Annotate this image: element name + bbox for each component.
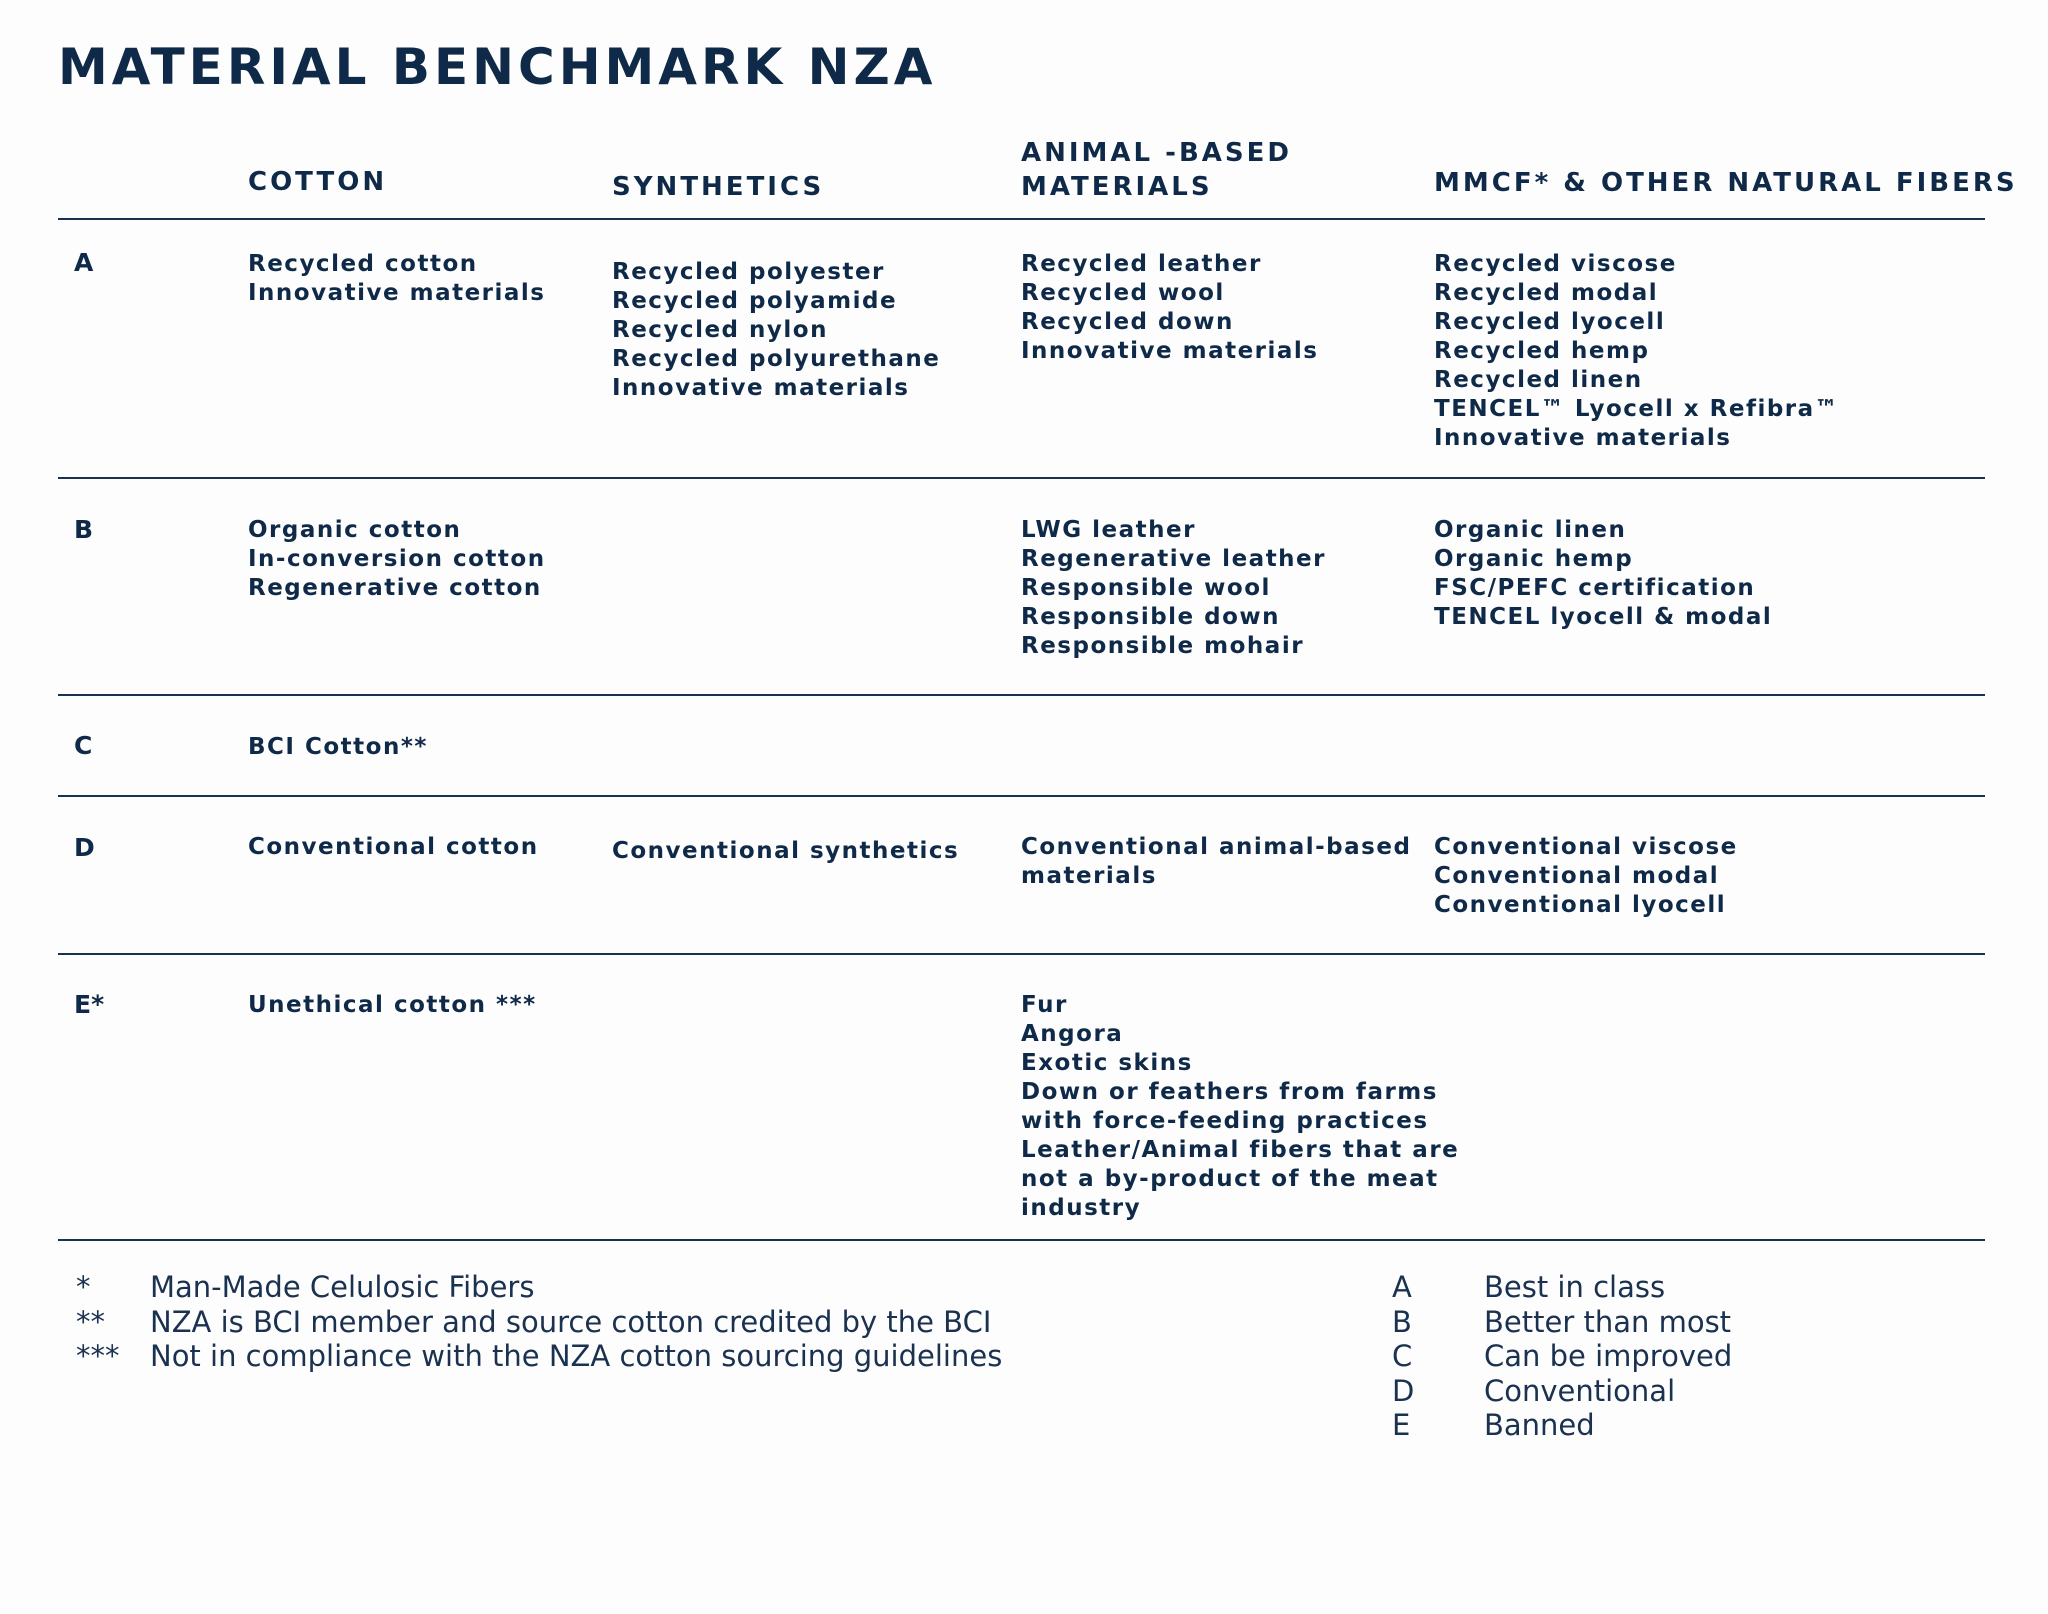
legend-label: Can be improved [1484,1339,1733,1373]
material-item: Conventional viscose [1434,834,1738,860]
material-item: Responsible mohair [1021,633,1305,659]
footnote-mark: *** [76,1339,120,1373]
material-item: Recycled polyamide [612,288,898,314]
divider [58,795,1985,797]
grade-legend [1392,1270,1732,1443]
cell-d-cotton [248,833,539,862]
cell-e-cotton [248,991,537,1020]
footnote [76,1305,1002,1340]
cell-a-animal [1021,250,1319,366]
grade-label-c: C [74,731,93,760]
legend-grade: C [1392,1339,1413,1373]
legend-grade: D [1392,1373,1415,1408]
legend-item [1392,1408,1732,1443]
legend-item [1392,1270,1732,1305]
column-header-synthetics: SYNTHETICS [612,172,825,202]
material-item: Conventional lyocell [1434,892,1727,918]
column-header-mmcf: MMCF* & OTHER NATURAL FIBERS [1434,168,2018,198]
footnote-mark: * [76,1270,91,1304]
material-item: Conventional synthetics [612,838,960,864]
material-item: LWG leather [1021,517,1196,543]
divider [58,218,1985,220]
material-item: Organic linen [1434,517,1627,543]
material-item: Organic hemp [1434,546,1634,572]
legend-grade: B [1392,1304,1412,1339]
material-item: Recycled cotton [248,251,478,277]
footnote [76,1270,1002,1305]
cell-c-cotton [248,733,428,762]
material-item: Responsible down [1021,604,1281,630]
footnotes [76,1270,1002,1374]
material-item: Organic cotton [248,517,462,543]
legend-label: Conventional [1484,1373,1676,1408]
legend-label: Better than most [1484,1304,1732,1339]
grade-label-a: A [74,248,94,277]
cell-e-animal [1021,991,1459,1223]
column-header-animal-line2: MATERIALS [1021,172,1213,202]
material-item: Regenerative cotton [248,575,542,601]
page-title: MATERIAL BENCHMARK NZA [58,38,937,96]
legend-grade: E [1392,1408,1411,1442]
cell-d-animal [1021,833,1411,891]
material-item: Recycled wool [1021,280,1225,306]
material-item: industry [1021,1195,1142,1221]
column-header-animal [1021,136,1292,204]
footnote-mark: ** [76,1304,105,1339]
legend-item [1392,1339,1732,1374]
material-item: Innovative materials [248,280,546,306]
material-item: In-conversion cotton [248,546,546,572]
legend-grade: A [1392,1270,1412,1304]
material-item: Innovative materials [1021,338,1319,364]
footnote-text: NZA is BCI member and source cotton credited by the BCI [150,1304,992,1339]
cell-a-mmcf [1434,250,1839,453]
material-item: Conventional modal [1434,863,1720,889]
material-item: Recycled linen [1434,367,1643,393]
divider [58,694,1985,696]
material-item: Conventional animal-based [1021,834,1412,860]
footnote-text: Man-Made Celulosic Fibers [150,1270,535,1304]
material-item: Angora [1021,1021,1124,1047]
grade-label-e: E* [74,990,105,1019]
legend-label: Banned [1484,1408,1595,1442]
material-item: Conventional cotton [248,834,539,860]
material-item: Recycled lyocell [1434,309,1666,335]
material-item: TENCEL™ Lyocell x Refibra™ [1434,396,1840,422]
cell-d-synthetics [612,837,959,866]
column-header-cotton: COTTON [248,167,388,197]
material-item: Recycled hemp [1434,338,1650,364]
material-item: Recycled leather [1021,251,1262,277]
cell-a-synthetics [612,258,940,403]
legend-label: Best in class [1484,1270,1666,1304]
material-item: Unethical cotton *** [248,992,537,1018]
divider [58,953,1985,955]
legend-item [1392,1305,1732,1340]
material-item: Recycled viscose [1434,251,1677,277]
material-item: Leather/Animal fibers that are [1021,1137,1460,1163]
material-item: Recycled modal [1434,280,1659,306]
legend-item [1392,1374,1732,1409]
material-item: TENCEL lyocell & modal [1434,604,1773,630]
material-item: with force-feeding practices [1021,1108,1429,1134]
cell-b-cotton [248,516,546,603]
grade-label-b: B [74,515,94,544]
material-item: Fur [1021,992,1068,1018]
column-header-animal-line1: ANIMAL -BASED [1021,138,1292,168]
footnote-text: Not in compliance with the NZA cotton sourcing guidelines [150,1339,1003,1373]
material-item: Recycled polyurethane [612,346,941,372]
grade-label-d: D [74,833,95,862]
material-item: Responsible wool [1021,575,1271,601]
cell-d-mmcf [1434,833,1738,920]
divider [58,477,1985,479]
divider [58,1239,1985,1241]
cell-a-cotton [248,250,546,308]
material-item: Innovative materials [1434,425,1732,451]
material-item: materials [1021,863,1157,889]
material-item: Down or feathers from farms [1021,1079,1438,1105]
material-item: Regenerative leather [1021,546,1327,572]
material-item: Innovative materials [612,375,910,401]
material-item: Recycled down [1021,309,1234,335]
footnote [76,1339,1002,1374]
material-item: not a by-product of the meat [1021,1166,1439,1192]
material-item: Recycled nylon [612,317,828,343]
material-item: FSC/PEFC certification [1434,575,1756,601]
cell-b-mmcf [1434,516,1772,632]
cell-b-animal [1021,516,1326,661]
material-item: BCI Cotton** [248,734,428,760]
material-item: Recycled polyester [612,259,885,285]
material-item: Exotic skins [1021,1050,1193,1076]
